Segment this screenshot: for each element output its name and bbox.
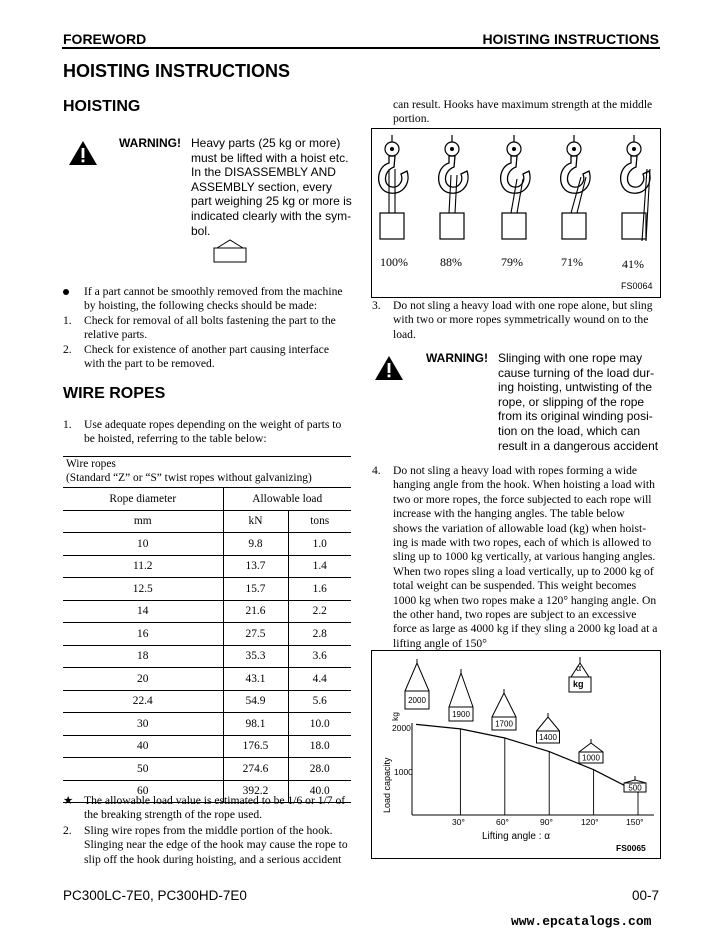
table-row: 20 43.1 4.4 — [63, 668, 351, 691]
unit-kn: kN — [223, 510, 288, 533]
x-tick-label: 120° — [581, 817, 599, 827]
footer-page: 00-7 — [631, 888, 659, 903]
hoist-symbol-icon — [212, 238, 248, 264]
unit-mm: mm — [63, 510, 223, 533]
hook-5-icon — [621, 135, 650, 241]
hoisting-warning-text: Heavy parts (25 kg or more) must be lifted with a hoist etc. In the DISASSEMBLY AND ASSEMBLY section, every part weighing 25 kg or more is indicated clearly with the sym- bol. — [191, 136, 352, 238]
wire-rope-table — [63, 487, 351, 803]
table-row: 10 9.8 1.0 — [63, 533, 351, 556]
sling-rope — [579, 743, 603, 752]
table-row: 18 35.3 3.6 — [63, 645, 351, 668]
sling-rope — [492, 693, 516, 717]
x-tick-label: 150° — [626, 817, 644, 827]
load-curve — [416, 724, 638, 792]
hook-percent: 100% — [380, 255, 408, 269]
load-box-label: 500 — [628, 783, 642, 793]
rope-item-1-num: 1. — [63, 418, 72, 431]
figure-code: FS0065 — [616, 843, 646, 853]
table-row: 50 274.6 28.0 — [63, 758, 351, 781]
load-box-label: 2000 — [408, 696, 426, 705]
slinging-warning-text: Slinging with one rope may cause turning of the load dur- ing hoisting, untwisting of the rope, or slipping of the rope from its original winding posi- tion on the load, which can result in a dangerous accident — [498, 351, 659, 453]
x-tick-label: 90° — [540, 817, 553, 827]
hook-1-icon — [379, 135, 408, 239]
rope-item-2-num: 2. — [63, 824, 72, 837]
table-row: 40 176.5 18.0 — [63, 735, 351, 758]
hook-2-icon — [439, 135, 468, 239]
table-row: 30 98.1 10.0 — [63, 713, 351, 736]
bullet-dot — [63, 289, 69, 295]
table-row: 12.5 15.7 1.6 — [63, 578, 351, 601]
table-row: 14 21.6 2.2 — [63, 600, 351, 623]
x-tick-label: 60° — [496, 817, 509, 827]
rope-item-2-text: Sling wire ropes from the middle portion of the hook. Slinging near the edge of the hook may cause the rope to slip off the hook during hoisting, and a serious accident — [84, 824, 348, 866]
hook-4-icon — [561, 135, 590, 239]
hook-strength-figure — [371, 128, 661, 298]
hook-percent: 71% — [561, 255, 583, 269]
x-tick-label: 30° — [452, 817, 465, 827]
header-rule — [62, 47, 660, 49]
hook-continuation: can result. Hooks have maximum strength at the middle portion. — [393, 98, 653, 126]
unit-tons: tons — [288, 510, 351, 533]
load-capacity-chart — [372, 651, 660, 858]
x-axis-label: Lifting angle : α — [482, 831, 551, 842]
item-4-num: 4. — [372, 464, 381, 477]
y-axis-label: Load capacity — [382, 757, 392, 813]
load-box-label: 1700 — [495, 719, 513, 729]
hoisting-warning-label: WARNING! — [119, 136, 181, 150]
star-note: The allowable load value is estimated to be 1/6 or 1/7 of the breaking strength of the rope used. — [84, 794, 346, 822]
slinging-warning-label: WARNING! — [426, 351, 488, 365]
rope-item-1-text: Use adequate ropes depending on the weight of parts to be hoisted, referring to the table below: — [84, 418, 342, 446]
y-tick-label: 1000 — [394, 767, 413, 777]
col-rope-diameter: Rope diameter — [63, 488, 223, 511]
table-top-rule — [63, 456, 351, 457]
legend-unit: kg — [573, 679, 584, 689]
check-2-text: Check for existence of another part causing interface with the part to be removed. — [84, 343, 329, 371]
page-title: HOISTING INSTRUCTIONS — [63, 61, 291, 81]
item-3-text: Do not sling a heavy load with one rope alone, but sling with two or more ropes symmetrically wound on to the load. — [393, 299, 653, 341]
load-capacity-figure — [371, 650, 661, 859]
col-allowable-load: Allowable load — [223, 488, 351, 511]
table-row: 60 392.2 40.0 — [63, 780, 351, 803]
item-4-text: Do not sling a heavy load with ropes forming a wide hanging angle from the hook. When hoisting a load with two or more ropes, the force subjected to each rope will increase with the hanging angles. The table below shows the variation of allowable load (kg) when hoist- ing is made with two ropes, each of which is allowed to sling up to 1000 kg vertically, at various hanging angles. When two ropes sling a load vertically, up to 2000 kg of total weight can be suspended. This weight becomes 1000 kg when two ropes make a 120° hanging angle. On the other hand, two ropes are subject to an excessive force as large as 4000 kg if they sling a 2000 kg load at a lifting angle of 150° — [393, 464, 658, 650]
load-box-label: 1900 — [452, 710, 470, 719]
y-axis-unit: kg — [390, 712, 400, 721]
footer-model: PC300LC-7E0, PC300HD-7E0 — [63, 888, 247, 903]
header-right: HOISTING INSTRUCTIONS — [482, 31, 659, 47]
sling-rope — [537, 717, 560, 731]
load-box-label: 1000 — [582, 753, 600, 763]
item-3-num: 3. — [372, 299, 381, 312]
hoisting-heading: HOISTING — [63, 98, 141, 115]
figure-code: FS0064 — [621, 281, 653, 291]
header-left: FOREWORD — [63, 31, 147, 47]
table-row: 11.2 13.7 1.4 — [63, 555, 351, 578]
check-1-text: Check for removal of all bolts fastening the part to the relative parts. — [84, 314, 336, 342]
y-tick-label: 2000 — [392, 723, 411, 733]
hook-percent: 41% — [622, 257, 644, 271]
table-caption: Wire ropes (Standard “Z” or “S” twist ropes without galvanizing) — [66, 458, 312, 484]
check-1-num: 1. — [63, 314, 72, 327]
warning-triangle-icon — [374, 355, 404, 381]
hook-percent: 88% — [440, 255, 462, 269]
legend-alpha: α — [576, 663, 582, 673]
table-row: 22.4 54.9 5.6 — [63, 690, 351, 713]
star-icon: ★ — [63, 794, 74, 807]
hook-3-icon — [501, 135, 530, 239]
footer-url: www.epcatalogs.com — [511, 914, 652, 929]
check-2-num: 2. — [63, 343, 72, 356]
sling-rope — [449, 673, 473, 707]
warning-triangle-icon — [68, 140, 98, 166]
bullet-text: If a part cannot be smoothly removed from the machine by hoisting, the following checks should be made: — [84, 285, 343, 313]
wire-ropes-heading: WIRE ROPES — [63, 385, 166, 402]
sling-rope — [405, 663, 429, 691]
hook-percent: 79% — [501, 255, 523, 269]
table-row: 16 27.5 2.8 — [63, 623, 351, 646]
load-box-label: 1400 — [539, 733, 557, 742]
